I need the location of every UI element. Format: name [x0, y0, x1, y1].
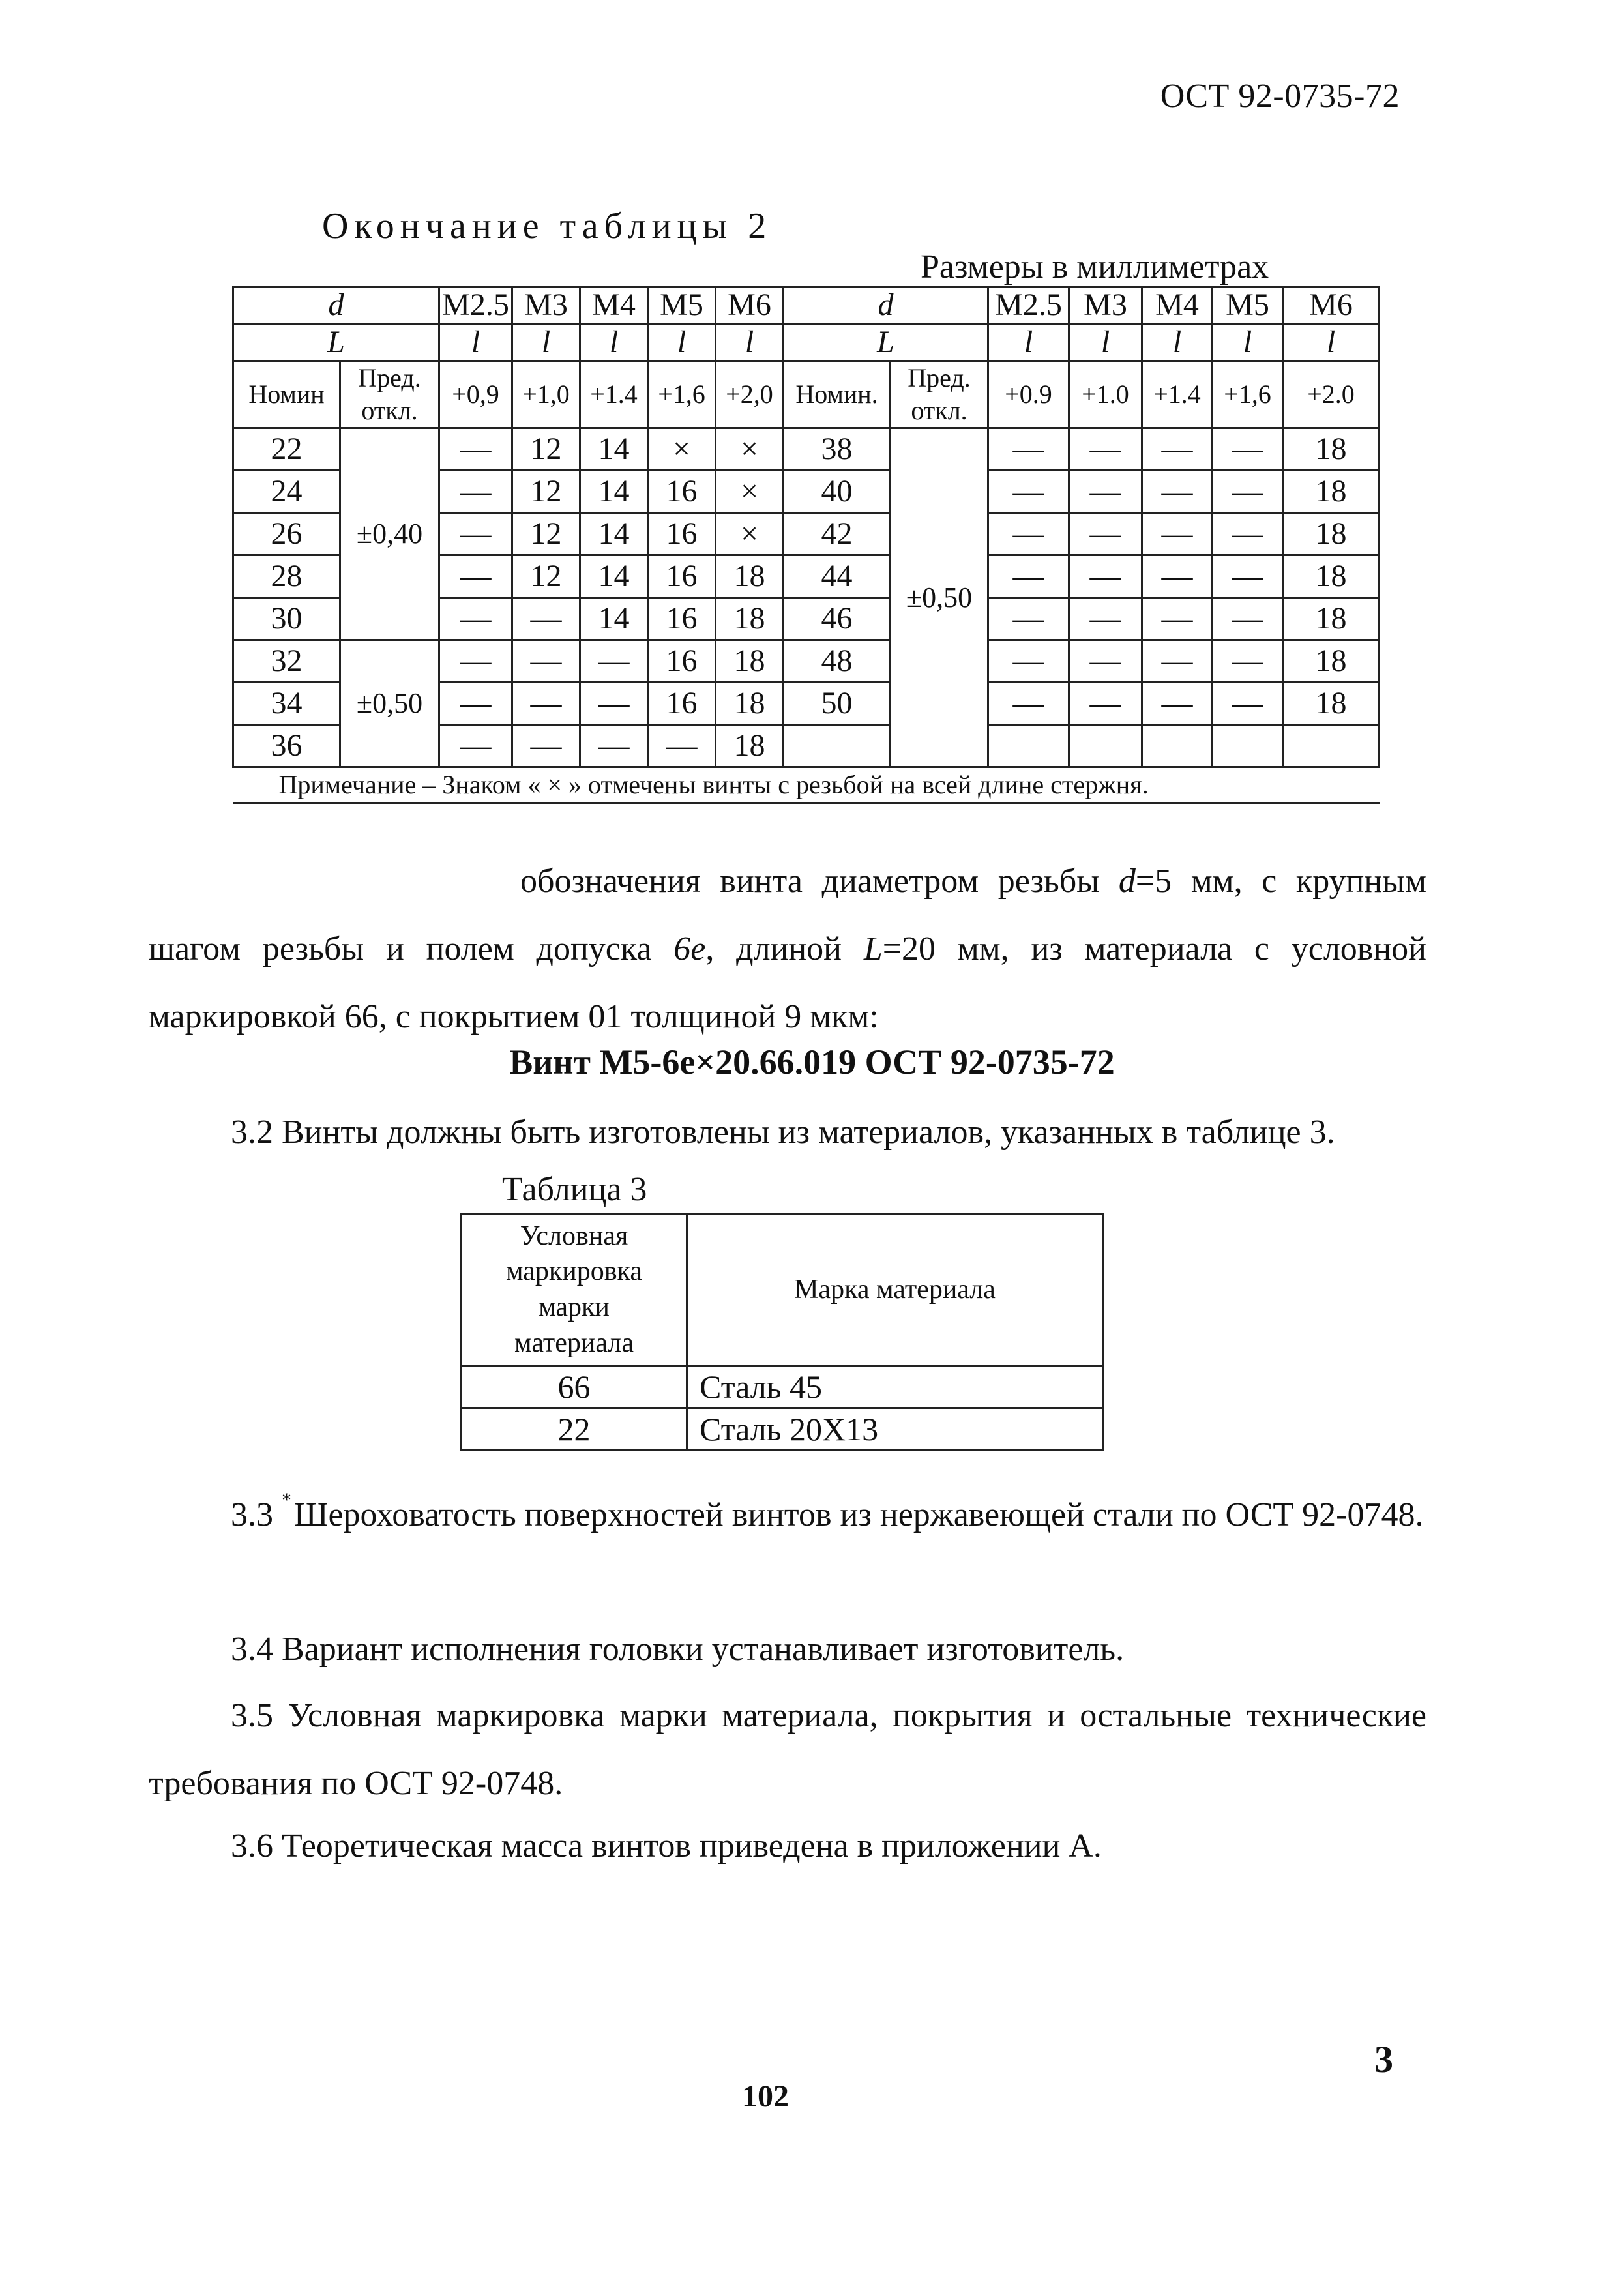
l-label: l	[439, 324, 512, 361]
cell: 16	[648, 471, 716, 513]
paragraph-3-2: 3.2 Винты должны быть изготовлены из материалов, указанных в таблице 3.	[231, 1114, 1335, 1151]
example-text-2: =5 мм, с крупным шагом резьбы и полем допуска	[149, 863, 1427, 968]
cell: —	[988, 555, 1069, 598]
cell: —	[1213, 598, 1283, 640]
cell: 18	[716, 640, 784, 683]
cell: —	[439, 428, 512, 471]
cell: 40	[784, 471, 891, 513]
cell: —	[1213, 471, 1283, 513]
col-m6-r: M6	[1283, 287, 1380, 324]
cell: —	[1213, 640, 1283, 683]
cell: —	[988, 683, 1069, 725]
deviation-050-right: ±0,50	[891, 428, 988, 767]
cell: —	[1142, 428, 1213, 471]
example-text-4: =20 мм, из материала с условной маркировкой 66, с покрытием 01 толщиной 9 мкм:	[149, 930, 1427, 1035]
col-m5-r: M5	[1213, 287, 1283, 324]
table2-header-d-row	[233, 287, 1380, 324]
tol-m4-r: +1.4	[1142, 361, 1213, 428]
cell: —	[439, 471, 512, 513]
nomin-header-left: Номин	[233, 361, 340, 428]
cell: —	[580, 725, 648, 767]
cell: 18	[1283, 640, 1380, 683]
col-m5: M5	[648, 287, 716, 324]
cell: ×	[648, 428, 716, 471]
cell: —	[1069, 683, 1142, 725]
col-m25-r: M2.5	[988, 287, 1069, 324]
cell: 16	[648, 640, 716, 683]
cell: —	[439, 555, 512, 598]
table3-caption: Таблица 3	[502, 1171, 647, 1208]
cell: 14	[580, 471, 648, 513]
cell: —	[512, 683, 580, 725]
example-text-1: обоз‌начения винта диаметром резьбы	[520, 863, 1119, 900]
cell: 36	[233, 725, 340, 767]
table-row	[233, 428, 1380, 471]
material-code: 66	[462, 1366, 687, 1408]
cell: —	[1213, 683, 1283, 725]
cell: —	[439, 683, 512, 725]
paragraph-3-3	[149, 1481, 1426, 1554]
cell: —	[512, 640, 580, 683]
cell: —	[1142, 555, 1213, 598]
p33-num: 3.3	[231, 1496, 273, 1533]
cell: —	[988, 428, 1069, 471]
table2-units: Размеры в миллиметрах	[921, 248, 1269, 286]
cell: 16	[648, 683, 716, 725]
table-row	[462, 1366, 1103, 1408]
cell: 46	[784, 598, 891, 640]
cell: 18	[1283, 513, 1380, 555]
cell-empty	[1213, 725, 1283, 767]
cell: —	[1069, 513, 1142, 555]
l-label: l	[1069, 324, 1142, 361]
table3	[460, 1213, 1104, 1451]
deviation-040: ±0,40	[340, 428, 439, 640]
cell: 38	[784, 428, 891, 471]
cell: —	[1142, 598, 1213, 640]
cell: —	[988, 513, 1069, 555]
example-L-var: L	[863, 930, 883, 968]
cell: 18	[716, 598, 784, 640]
cell: 22	[233, 428, 340, 471]
cell: —	[1142, 513, 1213, 555]
l-label: l	[1213, 324, 1283, 361]
col-m25: M2.5	[439, 287, 512, 324]
cell: 18	[716, 555, 784, 598]
col-m3-r: M3	[1069, 287, 1142, 324]
cell: —	[580, 683, 648, 725]
bottom-page-number: 102	[742, 2079, 789, 2114]
table-row	[462, 1408, 1103, 1451]
table3-col1-header: Условная маркировка марки материала	[462, 1214, 687, 1366]
cell: —	[1069, 471, 1142, 513]
col-m3: M3	[512, 287, 580, 324]
cell: 44	[784, 555, 891, 598]
table2-header-L-row	[233, 324, 1380, 361]
cell: 48	[784, 640, 891, 683]
tol-m25: +0,9	[439, 361, 512, 428]
cell-empty	[784, 725, 891, 767]
tol-m3: +1,0	[512, 361, 580, 428]
table2-note-row	[233, 767, 1380, 803]
tol-m6-r: +2.0	[1283, 361, 1380, 428]
tol-m3-r: +1.0	[1069, 361, 1142, 428]
cell: —	[1069, 598, 1142, 640]
example-d-var: d	[1118, 863, 1136, 900]
cell: —	[439, 598, 512, 640]
cell: —	[439, 725, 512, 767]
p35-text: 3.5 Условная маркировка марки материала, покрытия и остальные технические требования по ОСТ 92-0748.	[149, 1697, 1426, 1802]
table2-header-tolerance-row	[233, 361, 1380, 428]
L-label-left: L	[233, 324, 439, 361]
cell: 24	[233, 471, 340, 513]
l-label: l	[988, 324, 1069, 361]
l-label: l	[716, 324, 784, 361]
asterisk-mark: *	[282, 1489, 291, 1511]
page-number: 3	[1374, 2038, 1393, 2080]
cell: 34	[233, 683, 340, 725]
col-m4: M4	[580, 287, 648, 324]
tol-m6: +2,0	[716, 361, 784, 428]
example-tol-var: 6е	[673, 930, 706, 968]
cell: 30	[233, 598, 340, 640]
cell: —	[580, 640, 648, 683]
cell: 18	[1283, 555, 1380, 598]
tol-m5-r: +1,6	[1213, 361, 1283, 428]
cell-empty	[1142, 725, 1213, 767]
document-code-header: ОСТ 92-0735-72	[1160, 78, 1400, 115]
cell: 14	[580, 555, 648, 598]
cell: 42	[784, 513, 891, 555]
l-label: l	[580, 324, 648, 361]
L-label-right: L	[784, 324, 988, 361]
cell: 12	[512, 513, 580, 555]
table2-note: Примечание – Знаком « × » отмечены винты с резьбой на всей длине стержня.	[233, 767, 1380, 803]
cell: —	[988, 640, 1069, 683]
cell: —	[512, 598, 580, 640]
cell: 14	[580, 598, 648, 640]
pred-otkl-header-right: Пред. откл.	[891, 361, 988, 428]
cell: 18	[716, 683, 784, 725]
table2-caption: Окончание таблицы 2	[322, 206, 773, 246]
col-m6: M6	[716, 287, 784, 324]
cell: —	[988, 598, 1069, 640]
l-label: l	[1142, 324, 1213, 361]
cell: 26	[233, 513, 340, 555]
cell: 12	[512, 555, 580, 598]
paragraph-3-4: 3.4 Вариант исполнения головки устанавливает изготовитель.	[231, 1631, 1125, 1668]
example-text-3: , длиной	[705, 930, 864, 968]
cell: —	[439, 513, 512, 555]
material-name: Сталь 20Х13	[687, 1408, 1103, 1451]
cell-empty	[1069, 725, 1142, 767]
cell: —	[1069, 555, 1142, 598]
designation-example: Винт М5-6е×20.66.019 ОСТ 92-0735-72	[509, 1042, 1115, 1082]
table2	[232, 286, 1380, 804]
nomin-header-right: Номин.	[784, 361, 891, 428]
pred-otkl-header-left: Пред. откл.	[340, 361, 439, 428]
cell: 18	[1283, 683, 1380, 725]
paragraph-3-5	[149, 1682, 1426, 1818]
cell: —	[988, 471, 1069, 513]
paragraph-3-6: 3.6 Теоретическая масса винтов приведена в приложении А.	[231, 1827, 1102, 1865]
cell: ×	[716, 513, 784, 555]
cell: —	[439, 640, 512, 683]
material-code: 22	[462, 1408, 687, 1451]
tol-m25-r: +0.9	[988, 361, 1069, 428]
cell: —	[1069, 640, 1142, 683]
p33-text: Шероховатость поверхностей винтов из нержавеющей стали по ОСТ 92-0748.	[294, 1496, 1424, 1533]
tol-m4: +1.4	[580, 361, 648, 428]
cell: 50	[784, 683, 891, 725]
material-name: Сталь 45	[687, 1366, 1103, 1408]
cell: —	[1213, 555, 1283, 598]
cell: 18	[1283, 471, 1380, 513]
cell: ×	[716, 471, 784, 513]
cell: —	[1213, 513, 1283, 555]
d-label-left: d	[233, 287, 439, 324]
cell: 14	[580, 428, 648, 471]
table-row	[233, 640, 1380, 683]
cell-empty	[988, 725, 1069, 767]
cell: 18	[716, 725, 784, 767]
l-label: l	[512, 324, 580, 361]
cell-empty	[1283, 725, 1380, 767]
cell: —	[512, 725, 580, 767]
col-m4-r: M4	[1142, 287, 1213, 324]
table3-header-row	[462, 1214, 1103, 1366]
cell: 16	[648, 598, 716, 640]
cell: 12	[512, 428, 580, 471]
cell: 16	[648, 513, 716, 555]
cell: 18	[1283, 598, 1380, 640]
tol-m5: +1,6	[648, 361, 716, 428]
example-paragraph	[149, 848, 1426, 1051]
cell: —	[1213, 428, 1283, 471]
cell: —	[648, 725, 716, 767]
cell: 14	[580, 513, 648, 555]
cell: 12	[512, 471, 580, 513]
cell: 28	[233, 555, 340, 598]
table3-col2-header: Марка материала	[687, 1214, 1103, 1366]
cell: ×	[716, 428, 784, 471]
cell: 32	[233, 640, 340, 683]
cell: 18	[1283, 428, 1380, 471]
cell: —	[1142, 471, 1213, 513]
cell: —	[1142, 683, 1213, 725]
deviation-050-left: ±0,50	[340, 640, 439, 767]
d-label-right: d	[784, 287, 988, 324]
cell: —	[1069, 428, 1142, 471]
l-label: l	[648, 324, 716, 361]
cell: 16	[648, 555, 716, 598]
l-label: l	[1283, 324, 1380, 361]
cell: —	[1142, 640, 1213, 683]
